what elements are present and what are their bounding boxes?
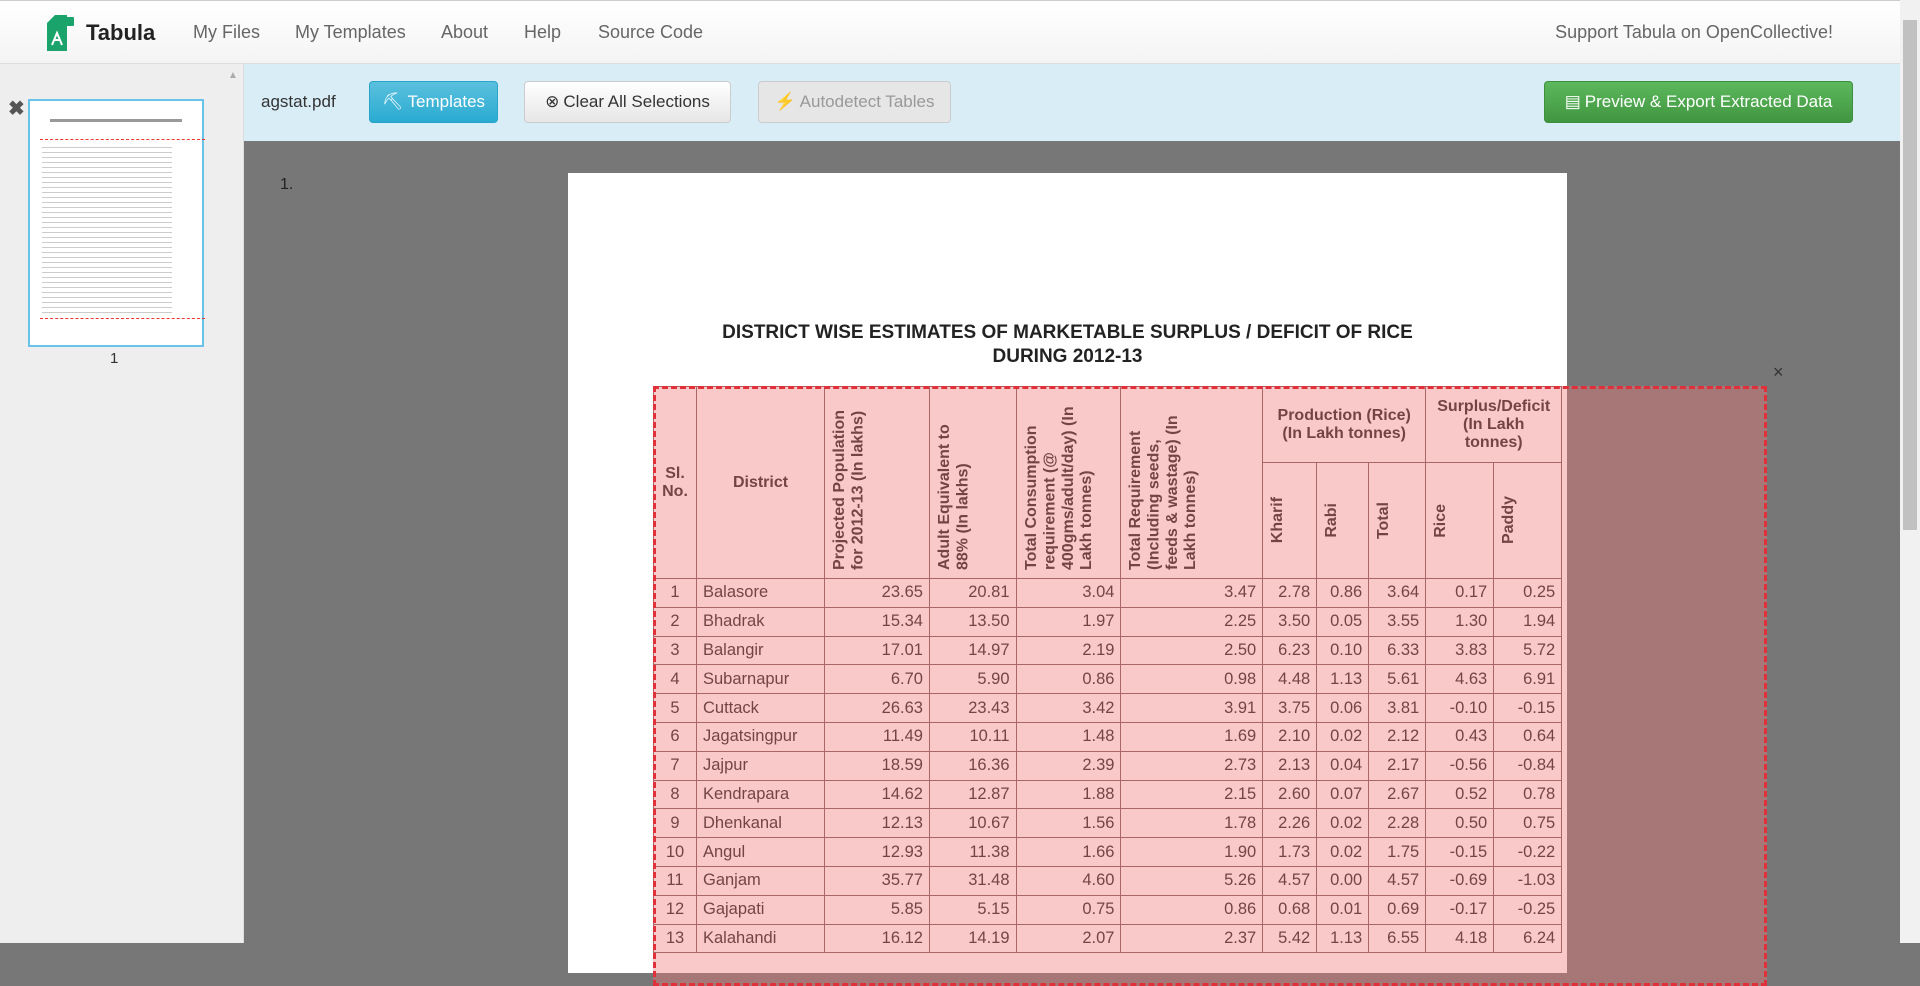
table-cell: 3.50 (1263, 607, 1317, 636)
table-cell: 2.39 (1016, 751, 1121, 780)
col-consumption: Total Consumption requirement (@ 400gms/adult/day) (In Lakh tonnes) (1022, 406, 1095, 570)
table-cell: 4.18 (1426, 924, 1494, 953)
table-cell: -0.15 (1426, 838, 1494, 867)
table-cell: -0.10 (1426, 694, 1494, 723)
table-cell: 15.34 (825, 607, 930, 636)
table-cell: 0.25 (1494, 579, 1562, 608)
templates-icon: ⛏ (381, 92, 404, 111)
table-cell: 2.60 (1263, 780, 1317, 809)
table-cell: 6.24 (1494, 924, 1562, 953)
scrollbar-thumb[interactable] (1903, 20, 1917, 530)
table-cell: 12.93 (825, 838, 930, 867)
col-production: Production (Rice) (In Lakh tonnes) (1263, 387, 1426, 463)
table-cell: 1.97 (1016, 607, 1121, 636)
table-cell: 3.91 (1121, 694, 1263, 723)
table-cell: -0.25 (1494, 895, 1562, 924)
table-cell: Jajpur (697, 751, 825, 780)
clear-label: Clear All Selections (563, 92, 710, 111)
col-surplus: Surplus/Deficit (In Lakh tonnes) (1426, 387, 1562, 463)
table-cell: 3.64 (1369, 579, 1426, 608)
lightning-icon: ⚡ (774, 92, 796, 111)
table-cell: 5.85 (825, 895, 930, 924)
col-sl: Sl. No. (654, 387, 697, 579)
table-cell: 0.86 (1016, 665, 1121, 694)
table-cell: 16.12 (825, 924, 930, 953)
table-cell: Ganjam (697, 866, 825, 895)
autodetect-label: Autodetect Tables (799, 92, 935, 111)
table-cell: 0.98 (1121, 665, 1263, 694)
table-cell: -0.84 (1494, 751, 1562, 780)
page-thumbnail[interactable] (28, 99, 204, 347)
table-cell: 8 (654, 780, 697, 809)
table-cell: 2.07 (1016, 924, 1121, 953)
table-cell: 4.60 (1016, 866, 1121, 895)
table-cell: 2 (654, 607, 697, 636)
col-requirement: Total Requirement (Including seeds, feeds & wastage) (In Lakh tonnes) (1127, 415, 1200, 570)
table-cell: 1.56 (1016, 809, 1121, 838)
table-cell: 0.07 (1317, 780, 1369, 809)
table-cell: Gajapati (697, 895, 825, 924)
templates-button[interactable] (369, 81, 498, 123)
table-cell: 4.57 (1263, 866, 1317, 895)
table-cell: 3.04 (1016, 579, 1121, 608)
table-cell: 1.13 (1317, 924, 1369, 953)
table-cell: 0.06 (1317, 694, 1369, 723)
table-cell: 4 (654, 665, 697, 694)
table-cell: 2.73 (1121, 751, 1263, 780)
table-cell: 0.02 (1317, 838, 1369, 867)
remove-selection-icon[interactable]: × (1773, 362, 1784, 382)
table-cell: 1.94 (1494, 607, 1562, 636)
table-cell: 0.86 (1317, 579, 1369, 608)
table-cell: 23.43 (929, 694, 1016, 723)
col-total: Total (1375, 501, 1393, 540)
table-cell: 5.90 (929, 665, 1016, 694)
table-cell: Cuttack (697, 694, 825, 723)
table-cell: 13.50 (929, 607, 1016, 636)
table-cell: 0.78 (1494, 780, 1562, 809)
table-cell: 1.66 (1016, 838, 1121, 867)
table-cell: 9 (654, 809, 697, 838)
table-cell: 1.69 (1121, 722, 1263, 751)
table-cell: 5.61 (1369, 665, 1426, 694)
thumbnail-page-number: 1 (110, 350, 119, 367)
table-cell: 12.13 (825, 809, 930, 838)
table-cell: 0.50 (1426, 809, 1494, 838)
table-cell: 3.42 (1016, 694, 1121, 723)
col-rice: Rice (1432, 503, 1450, 538)
table-cell: 5.15 (929, 895, 1016, 924)
nav-my-files[interactable]: My Files (193, 22, 260, 42)
table-cell: 17.01 (825, 636, 930, 665)
table-cell: 1 (654, 579, 697, 608)
table-cell: 5.72 (1494, 636, 1562, 665)
table-cell: 1.13 (1317, 665, 1369, 694)
table-cell: 2.12 (1369, 722, 1426, 751)
col-adult: Adult Equivalent to 88% (In lakhs) (935, 424, 972, 570)
table-cell: 16.36 (929, 751, 1016, 780)
table-cell: 0.43 (1426, 722, 1494, 751)
table-cell: 3.83 (1426, 636, 1494, 665)
col-pop: Projected Population for 2012-13 (In lakhs) (831, 409, 867, 570)
table-cell: 10.67 (929, 809, 1016, 838)
table-cell: 1.75 (1369, 838, 1426, 867)
nav-about[interactable]: About (441, 22, 489, 42)
table-cell: -0.69 (1426, 866, 1494, 895)
table-cell: 1.73 (1263, 838, 1317, 867)
col-district: District (697, 387, 825, 579)
table-cell: 20.81 (929, 579, 1016, 608)
table-cell: 0.01 (1317, 895, 1369, 924)
table-cell: 26.63 (825, 694, 930, 723)
table-cell: -0.17 (1426, 895, 1494, 924)
table-cell: 0.75 (1494, 809, 1562, 838)
table-cell: 4.63 (1426, 665, 1494, 694)
table-cell: 3 (654, 636, 697, 665)
table-cell: 1.90 (1121, 838, 1263, 867)
table-cell: 0.52 (1426, 780, 1494, 809)
table-cell: 14.97 (929, 636, 1016, 665)
table-cell: 0.68 (1263, 895, 1317, 924)
table-cell: 7 (654, 751, 697, 780)
table-cell: 23.65 (825, 579, 930, 608)
table-cell: 3.55 (1369, 607, 1426, 636)
table-cell: Dhenkanal (697, 809, 825, 838)
table-cell: 2.67 (1369, 780, 1426, 809)
table-cell: -1.03 (1494, 866, 1562, 895)
table-cell: 0.04 (1317, 751, 1369, 780)
page-label: 1. (280, 176, 294, 193)
tabula-logo-icon[interactable] (47, 15, 75, 51)
table-cell: 35.77 (825, 866, 930, 895)
table-cell: -0.56 (1426, 751, 1494, 780)
table-cell: 5.26 (1121, 866, 1263, 895)
clear-icon: ⊗ (545, 92, 560, 111)
table-cell: Angul (697, 838, 825, 867)
table-cell: Balasore (697, 579, 825, 608)
table-selection[interactable] (653, 386, 1767, 986)
toolbar (244, 64, 1900, 141)
table-cell: 0.00 (1317, 866, 1369, 895)
table-cell: 2.78 (1263, 579, 1317, 608)
scroll-up-icon[interactable]: ▲ (228, 70, 238, 81)
table-cell: 4.57 (1369, 866, 1426, 895)
nav-my-templates[interactable]: My Templates (295, 22, 406, 42)
autodetect-tables-button[interactable] (758, 81, 951, 123)
table-cell: 12 (654, 895, 697, 924)
table-cell: 0.02 (1317, 809, 1369, 838)
table-cell: 12.87 (929, 780, 1016, 809)
table-cell: 1.78 (1121, 809, 1263, 838)
table-cell: Subarnapur (697, 665, 825, 694)
table-cell: 0.05 (1317, 607, 1369, 636)
table-cell: 11 (654, 866, 697, 895)
table-cell: 6.23 (1263, 636, 1317, 665)
table-cell: 2.50 (1121, 636, 1263, 665)
table-cell: 1.30 (1426, 607, 1494, 636)
table-cell: 1.48 (1016, 722, 1121, 751)
table-cell: 11.38 (929, 838, 1016, 867)
table-cell: 6.70 (825, 665, 930, 694)
table-cell: Jagatsingpur (697, 722, 825, 751)
col-rabi: Rabi (1323, 503, 1341, 538)
table-cell: 6.33 (1369, 636, 1426, 665)
table-cell: Kalahandi (697, 924, 825, 953)
doc-title: DISTRICT WISE ESTIMATES OF MARKETABLE SURPLUS / DEFICIT OF RICE (722, 322, 1413, 343)
nav-help[interactable]: Help (524, 22, 562, 42)
table-cell: 6.91 (1494, 665, 1562, 694)
table-cell: 0.64 (1494, 722, 1562, 751)
filename: agstat.pdf (261, 92, 336, 111)
scrollbar[interactable] (1900, 0, 1920, 943)
table-cell: 6 (654, 722, 697, 751)
clear-selections-button[interactable] (524, 81, 731, 123)
table-cell: 0.17 (1426, 579, 1494, 608)
table-cell: 10.11 (929, 722, 1016, 751)
table-cell: 2.25 (1121, 607, 1263, 636)
table-cell: 13 (654, 924, 697, 953)
col-paddy: Paddy (1500, 496, 1518, 545)
preview-export-button[interactable] (1544, 81, 1853, 123)
table-cell: 0.75 (1016, 895, 1121, 924)
table-cell: Kendrapara (697, 780, 825, 809)
table-cell: 0.69 (1369, 895, 1426, 924)
table-cell: 14.19 (929, 924, 1016, 953)
table-cell: 2.19 (1016, 636, 1121, 665)
col-kharif: Kharif (1269, 497, 1287, 544)
export-label: Preview & Export Extracted Data (1584, 92, 1833, 111)
nav-support[interactable]: Support Tabula on OpenCollective! (1555, 22, 1833, 42)
table-cell: 2.37 (1121, 924, 1263, 953)
table-cell: 2.13 (1263, 751, 1317, 780)
table-cell: 2.15 (1121, 780, 1263, 809)
remove-page-icon[interactable]: ✖ (8, 98, 25, 120)
table-cell: 2.26 (1263, 809, 1317, 838)
table-icon: ▤ (1564, 92, 1581, 111)
table-cell: 3.75 (1263, 694, 1317, 723)
table-cell: 0.02 (1317, 722, 1369, 751)
table-cell: 0.10 (1317, 636, 1369, 665)
brand[interactable]: Tabula (86, 20, 156, 45)
table-cell: 1.88 (1016, 780, 1121, 809)
table-cell: 2.17 (1369, 751, 1426, 780)
table-cell: 6.55 (1369, 924, 1426, 953)
table-cell: 4.48 (1263, 665, 1317, 694)
table-cell: 11.49 (825, 722, 930, 751)
table-cell: 3.47 (1121, 579, 1263, 608)
table-cell: 5 (654, 694, 697, 723)
table-cell: 0.86 (1121, 895, 1263, 924)
table-cell: 10 (654, 838, 697, 867)
templates-label: Templates (407, 92, 486, 111)
navbar (0, 0, 1900, 64)
table-cell: 18.59 (825, 751, 930, 780)
table-cell: 5.42 (1263, 924, 1317, 953)
table-cell: 2.28 (1369, 809, 1426, 838)
table-cell: Bhadrak (697, 607, 825, 636)
table-cell: 31.48 (929, 866, 1016, 895)
table-cell: -0.15 (1494, 694, 1562, 723)
doc-subtitle: DURING 2012-13 (992, 346, 1143, 367)
table-cell: 3.81 (1369, 694, 1426, 723)
nav-source-code[interactable]: Source Code (598, 22, 704, 42)
table-cell: 2.10 (1263, 722, 1317, 751)
table-cell: -0.22 (1494, 838, 1562, 867)
table-cell: Balangir (697, 636, 825, 665)
table-cell: 14.62 (825, 780, 930, 809)
